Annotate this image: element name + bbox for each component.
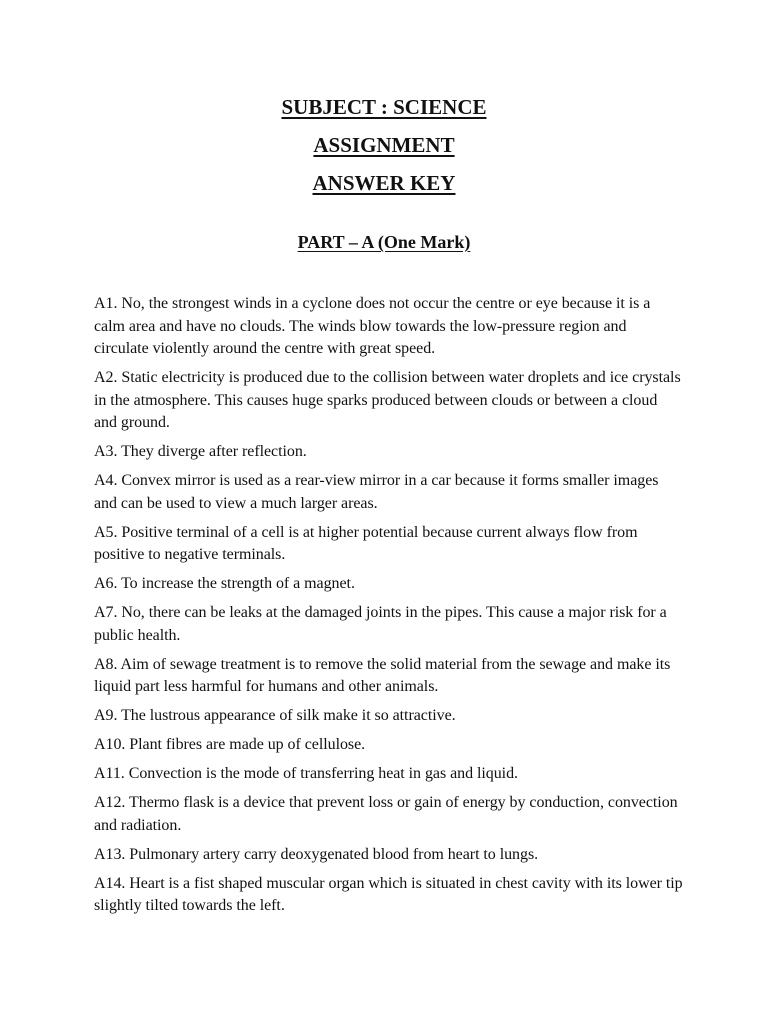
- subject-heading: SUBJECT : SCIENCE: [281, 95, 487, 119]
- answer-a3: A3. They diverge after reflection.: [94, 443, 307, 460]
- answer-a14: A14. Heart is a fist shaped muscular organ which is situated in chest cavity with its lower tip slightly tilted towards the left.: [94, 874, 683, 914]
- answer-a12: A12. Thermo flask is a device that prevent loss or gain of energy by conduction, convection and radiation.: [94, 794, 678, 834]
- answer-a7: A7. No, there can be leaks at the damaged joints in the pipes. This cause a major risk for a public health.: [94, 604, 667, 644]
- part-a-heading: PART – A (One Mark): [297, 232, 471, 252]
- answer-a11: A11. Convection is the mode of transferring heat in gas and liquid.: [94, 765, 518, 782]
- assignment-heading: ASSIGNMENT: [313, 133, 455, 157]
- answer-a9: A9. The lustrous appearance of silk make it so attractive.: [94, 707, 456, 724]
- answer-key-heading: ANSWER KEY: [312, 171, 456, 195]
- answer-list: [94, 293, 684, 924]
- answer-a8: A8. Aim of sewage treatment is to remove the solid material from the sewage and make its liquid part less harmful for humans and other animals.: [94, 655, 671, 695]
- answer-a2: A2. Static electricity is produced due to the collision between water droplets and ice crystals in the atmosphere. This causes huge sparks produced between clouds or between a cloud and ground.: [94, 369, 681, 431]
- heading-block: [0, 88, 768, 202]
- answer-a4: A4. Convex mirror is used as a rear-view mirror in a car because it forms smaller images and can be used to view a much larger areas.: [94, 472, 659, 512]
- answer-a10: A10. Plant fibres are made up of cellulose.: [94, 736, 366, 753]
- answer-a5: A5. Positive terminal of a cell is at higher potential because current always flow from positive to negative terminals.: [94, 523, 638, 563]
- answer-a6: A6. To increase the strength of a magnet.: [94, 575, 355, 592]
- answer-a13: A13. Pulmonary artery carry deoxygenated blood from heart to lungs.: [94, 845, 539, 863]
- answer-a1: A1. No, the strongest winds in a cyclone does not occur the centre or eye because it is a calm area and have no clouds. The winds blow towards the low-pressure region and circulate violently around the centre with great speed.: [94, 295, 651, 357]
